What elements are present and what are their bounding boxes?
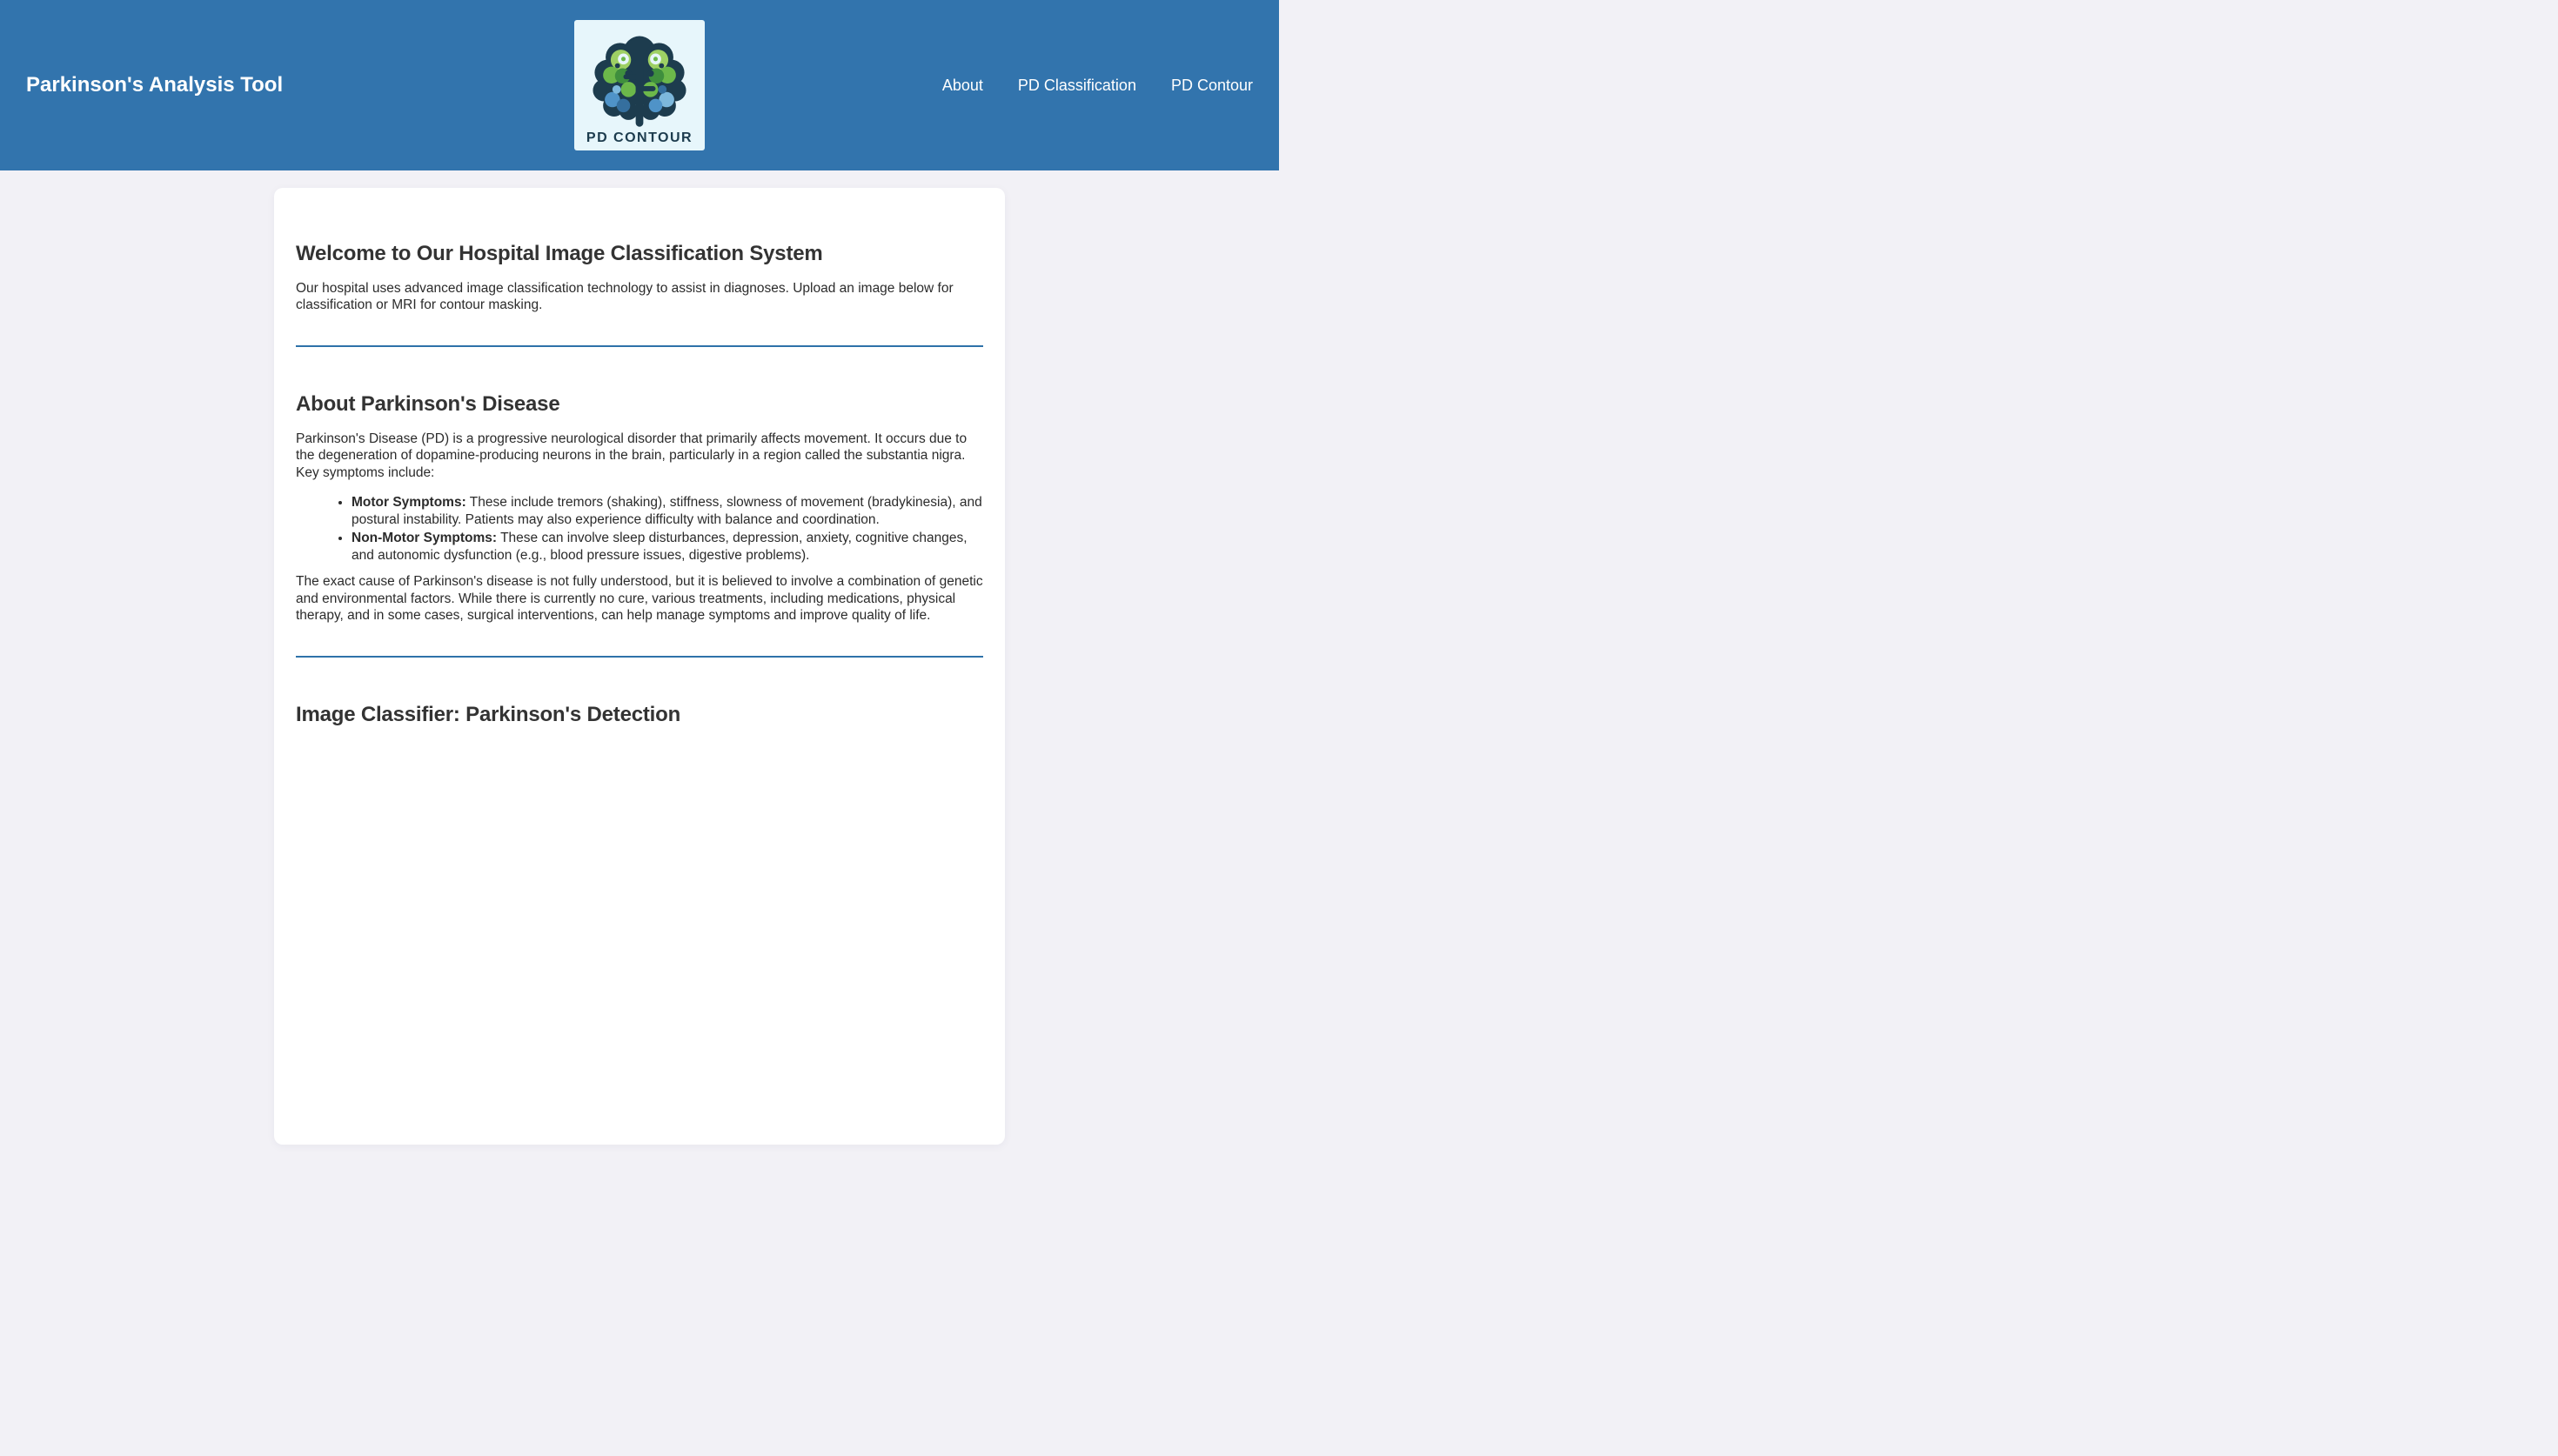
app-title: Parkinson's Analysis Tool xyxy=(26,73,284,97)
nav-link-pd-contour[interactable]: PD Contour xyxy=(1170,76,1253,94)
list-item-lead: Non-Motor Symptoms: xyxy=(352,531,498,546)
section-divider xyxy=(296,345,983,347)
welcome-text: Our hospital uses advanced image classification technology to assist in diagnoses. Upload an image below for classification or MRI for contour masking. xyxy=(296,280,954,313)
main-nav xyxy=(942,77,1253,95)
section-divider xyxy=(296,656,983,658)
logo-caption: PD CONTOUR xyxy=(586,130,693,146)
symptom-list xyxy=(296,494,983,564)
list-item-text: These include tremors (shaking), stiffness, slowness of movement (bradykinesia), and postural instability. Patients may also experience difficulty with balance and coordination. xyxy=(352,495,982,527)
classifier-section xyxy=(296,703,983,728)
welcome-heading: Welcome to Our Hospital Image Classification System xyxy=(296,242,823,265)
app-header xyxy=(0,0,1279,170)
list-item-text: These can involve sleep disturbances, depression, anxiety, cognitive changes, and autonomic dysfunction (e.g., blood pressure issues, digestive problems). xyxy=(352,531,968,563)
nav-link-about[interactable]: About xyxy=(941,76,983,94)
brain-circuit-icon xyxy=(576,22,703,149)
content-card xyxy=(274,188,1005,1145)
about-pd-section xyxy=(296,392,983,658)
about-pd-intro: Parkinson's Disease (PD) is a progressive neurological disorder that primarily affects movement. It occurs due to the degeneration of dopamine-producing neurons in the brain, particularly in a region called the substantia nigra. Key symptoms include: xyxy=(296,431,968,480)
welcome-section xyxy=(296,242,983,347)
list-item-lead: Motor Symptoms: xyxy=(352,495,466,511)
about-pd-outro: The exact cause of Parkinson's disease is not fully understood, but it is believed to involve a combination of genetic and environmental factors. While there is currently no cure, various treatments, including medications, physical therapy, and in some cases, surgical interventions, can help manage symptoms and improve quality of life. xyxy=(296,574,983,624)
nav-link-pd-classification[interactable]: PD Classification xyxy=(1017,76,1136,94)
list-item-motor-symptoms xyxy=(352,494,983,528)
list-item-non-motor-symptoms xyxy=(352,530,983,564)
classifier-heading: Image Classifier: Parkinson's Detection xyxy=(296,702,681,726)
logo xyxy=(574,20,705,150)
about-pd-heading: About Parkinson's Disease xyxy=(296,391,560,416)
